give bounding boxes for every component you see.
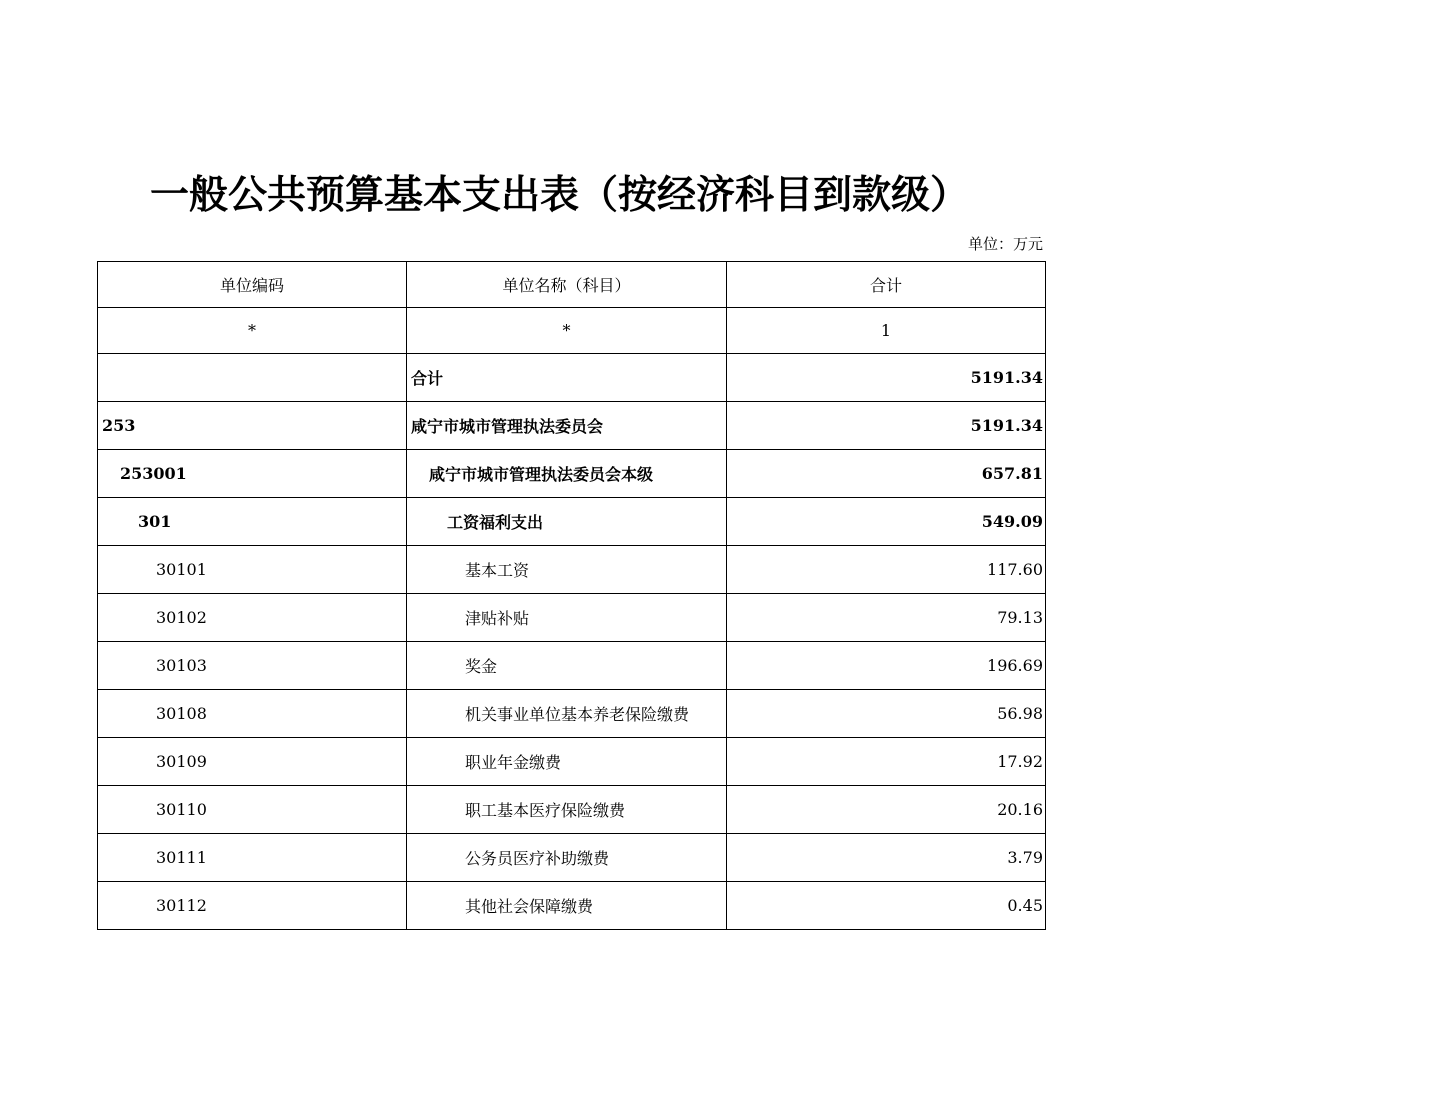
row-amount-cell: 196.69 [727, 642, 1046, 690]
index-cell-total: 1 [727, 308, 1046, 354]
index-cell-code: * [98, 308, 407, 354]
row-code-cell: 30102 [98, 594, 407, 642]
table-row [98, 690, 1046, 738]
unit-label: 单位：万元 [967, 235, 1043, 253]
row-amount-cell: 20.16 [727, 786, 1046, 834]
row-name-cell: 职工基本医疗保险缴费 [407, 786, 727, 834]
row-name-cell: 职业年金缴费 [407, 738, 727, 786]
row-name-cell: 咸宁市城市管理执法委员会本级 [407, 450, 727, 498]
row-amount-cell: 657.81 [727, 450, 1046, 498]
row-code-cell: 301 [98, 498, 407, 546]
row-amount-cell: 79.13 [727, 594, 1046, 642]
header-row [98, 262, 1046, 308]
row-name-cell: 其他社会保障缴费 [407, 882, 727, 930]
row-code-cell: 253 [98, 402, 407, 450]
row-code-cell [98, 354, 407, 402]
row-amount-cell: 56.98 [727, 690, 1046, 738]
row-amount-cell: 5191.34 [727, 402, 1046, 450]
row-code-cell: 30101 [98, 546, 407, 594]
table-row [98, 786, 1046, 834]
row-code-cell: 30112 [98, 882, 407, 930]
row-amount-cell: 17.92 [727, 738, 1046, 786]
index-cell-name: * [407, 308, 727, 354]
table-row [98, 354, 1046, 402]
header-total: 合计 [727, 262, 1046, 308]
table-row [98, 882, 1046, 930]
row-name-cell: 合计 [407, 354, 727, 402]
row-amount-cell: 0.45 [727, 882, 1046, 930]
row-amount-cell: 3.79 [727, 834, 1046, 882]
row-amount-cell: 5191.34 [727, 354, 1046, 402]
row-name-cell: 咸宁市城市管理执法委员会 [407, 402, 727, 450]
row-name-cell: 工资福利支出 [407, 498, 727, 546]
table-row [98, 450, 1046, 498]
row-name-cell: 津贴补贴 [407, 594, 727, 642]
row-code-cell: 30109 [98, 738, 407, 786]
table-row [98, 498, 1046, 546]
row-name-cell: 公务员医疗补助缴费 [407, 834, 727, 882]
row-name-cell: 奖金 [407, 642, 727, 690]
table-row [98, 594, 1046, 642]
header-unit-name: 单位名称（科目） [407, 262, 727, 308]
row-code-cell: 253001 [98, 450, 407, 498]
table-row [98, 738, 1046, 786]
table-row [98, 546, 1046, 594]
table-row [98, 642, 1046, 690]
row-amount-cell: 549.09 [727, 498, 1046, 546]
row-code-cell: 30103 [98, 642, 407, 690]
row-name-cell: 机关事业单位基本养老保险缴费 [407, 690, 727, 738]
table-row [98, 834, 1046, 882]
index-row [98, 308, 1046, 354]
row-code-cell: 30111 [98, 834, 407, 882]
row-code-cell: 30108 [98, 690, 407, 738]
page-title: 一般公共预算基本支出表（按经济科目到款级） [150, 172, 970, 218]
budget-table [97, 261, 1046, 930]
row-name-cell: 基本工资 [407, 546, 727, 594]
row-amount-cell: 117.60 [727, 546, 1046, 594]
header-unit-code: 单位编码 [98, 262, 407, 308]
table-row [98, 402, 1046, 450]
row-code-cell: 30110 [98, 786, 407, 834]
